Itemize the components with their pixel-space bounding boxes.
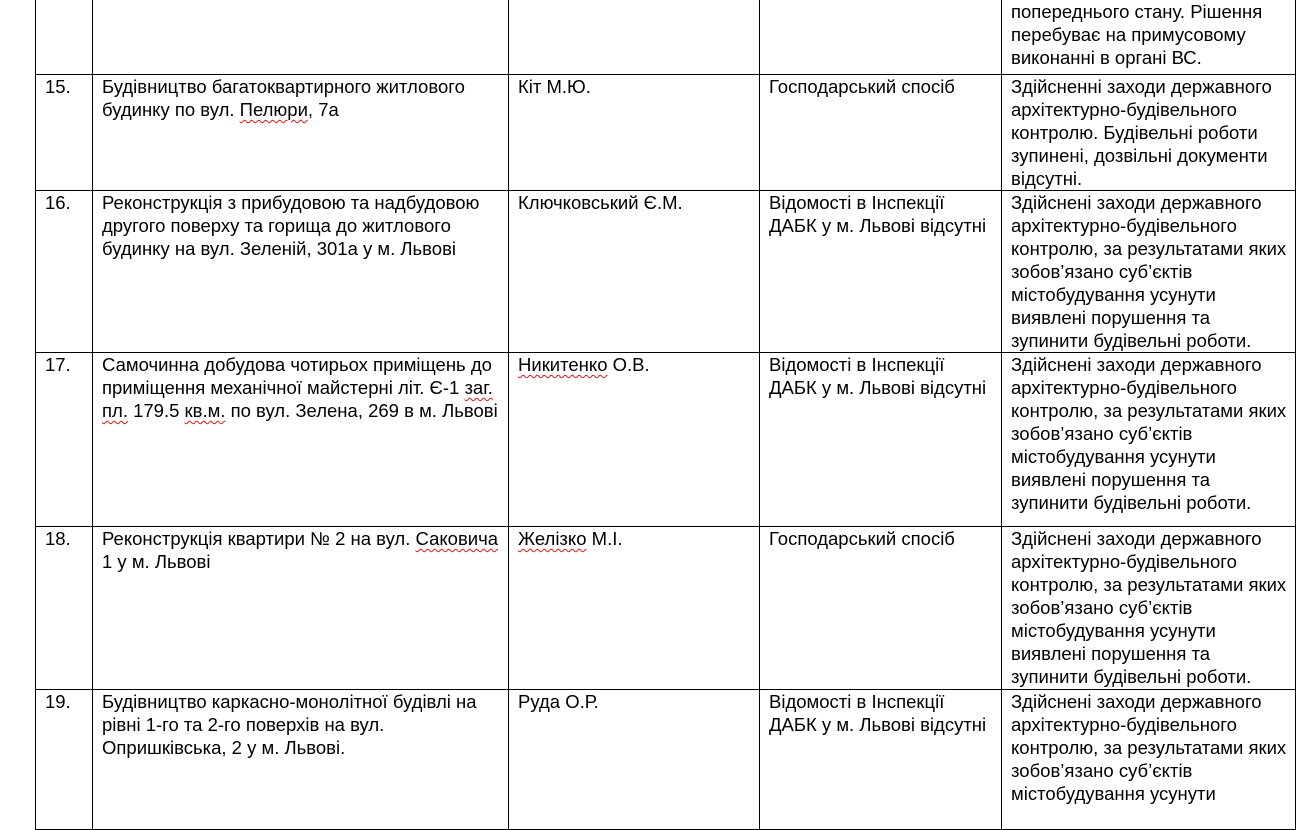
row-number: 19. [36, 690, 93, 830]
object-description: Реконструкція з прибудовою та надбудовою другого поверху та горища до житлового будинку на вул. Зеленій, 301а у м. Львові [93, 191, 509, 353]
row-number: 18. [36, 527, 93, 690]
construction-method: Господарський спосіб [760, 527, 1002, 690]
object-description: Будівництво каркасно-монолітної будівлі на рівні 1-го та 2-го поверхів на вул. Опришківська, 2 у м. Львові. [93, 690, 509, 830]
table-row [36, 191, 1296, 353]
row-number: 15. [36, 75, 93, 191]
row-number [36, 0, 93, 75]
table-row [36, 0, 1296, 75]
object-description [93, 0, 509, 75]
table-row [36, 353, 1296, 527]
table-row [36, 527, 1296, 690]
object-description: Будівництво багатоквартирного житлового будинку по вул. Пелюри, 7а [93, 75, 509, 191]
construction-method: Господарський спосіб [760, 75, 1002, 191]
construction-method [760, 0, 1002, 75]
table-row [36, 75, 1296, 191]
table-row [36, 690, 1296, 830]
measures-taken: Здійснені заходи державного архітектурно-будівельного контролю, за результатами яких зобов’язано суб’єктів містобудування усунути виявлені порушення та зупинити будівельні роботи. [1002, 191, 1296, 353]
customer-name: Желізко М.І. [509, 527, 760, 690]
measures-taken: Здійснені заходи державного архітектурно-будівельного контролю, за результатами яких зобов’язано суб’єктів містобудування усунути виявлені порушення та зупинити будівельні роботи. [1002, 527, 1296, 690]
row-number: 17. [36, 353, 93, 527]
object-description: Реконструкція квартири № 2 на вул. Саковича 1 у м. Львові [93, 527, 509, 690]
customer-name: Кіт М.Ю. [509, 75, 760, 191]
measures-taken: Здійсненні заходи державного архітектурно-будівельного контролю. Будівельні роботи зупинені, дозвільні документи відсутні. [1002, 75, 1296, 191]
measures-taken: попереднього стану. Рішення перебуває на примусовому виконанні в органі ВС. [1002, 0, 1296, 75]
construction-method: Відомості в Інспекції ДАБК у м. Львові відсутні [760, 353, 1002, 527]
customer-name: Ключковський Є.М. [509, 191, 760, 353]
measures-taken: Здійснені заходи державного архітектурно-будівельного контролю, за результатами яких зобов’язано суб’єктів містобудування усунути виявлені порушення та зупинити будівельні роботи. [1002, 353, 1296, 527]
object-description: Самочинна добудова чотирьох приміщень до приміщення механічної майстерні літ. Є-1 заг. пл. 179.5 кв.м. по вул. Зелена, 269 в м. Львові [93, 353, 509, 527]
construction-violations-table [35, 0, 1296, 830]
construction-method: Відомості в Інспекції ДАБК у м. Львові відсутні [760, 191, 1002, 353]
row-number: 16. [36, 191, 93, 353]
customer-name [509, 0, 760, 75]
customer-name: Руда О.Р. [509, 690, 760, 830]
construction-method: Відомості в Інспекції ДАБК у м. Львові відсутні [760, 690, 1002, 830]
measures-taken: Здійснені заходи державного архітектурно-будівельного контролю, за результатами яких зобов’язано суб’єктів містобудування усунути [1002, 690, 1296, 830]
customer-name: Никитенко О.В. [509, 353, 760, 527]
